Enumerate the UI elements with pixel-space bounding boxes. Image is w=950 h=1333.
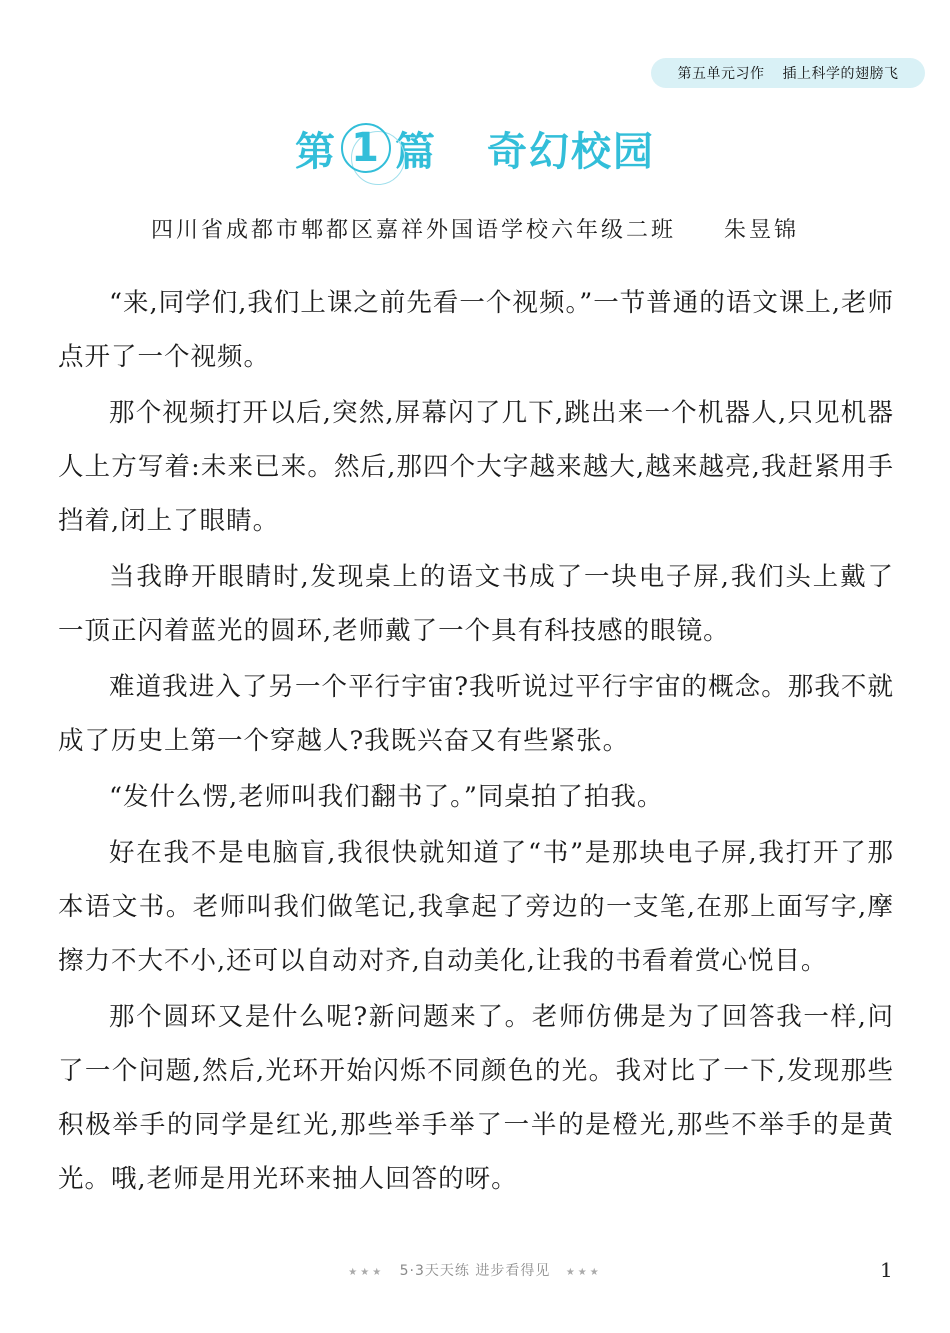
unit-label: 第五单元习作 <box>677 66 765 82</box>
footer-slogan: 5·3天天练 进步看得见 <box>399 1263 551 1279</box>
title-name: 奇幻校园 <box>487 128 655 175</box>
byline <box>0 213 950 244</box>
paragraph: 难道我进入了另一个平行宇宙?我听说过平行宇宙的概念。那我不就成了历史上第一个穿越人?我既兴奋又有些紧张。 <box>58 672 894 756</box>
footer-stars-left: ★★★ <box>348 1267 385 1278</box>
paragraph: 当我睁开眼睛时,发现桌上的语文书成了一块电子屏,我们头上戴了一顶正闪着蓝光的圆环,老师戴了一个具有科技感的眼镜。 <box>58 562 894 646</box>
title-number: 1 <box>351 125 381 171</box>
page-number: 1 <box>880 1258 893 1282</box>
paragraph: 好在我不是电脑盲,我很快就知道了“书”是那块电子屏,我打开了那本语文书。老师叫我们做笔记,我拿起了旁边的一支笔,在那上面写字,摩擦力不大不小,还可以自动对齐,自动美化,让我的书看着赏心悦目。 <box>58 838 894 976</box>
paragraph: “发什么愣,老师叫我们翻书了。”同桌拍了拍我。 <box>109 782 664 812</box>
title-prefix: 第 <box>295 128 337 175</box>
article-title <box>0 118 950 178</box>
paragraph: 那个视频打开以后,突然,屏幕闪了几下,跳出来一个机器人,只见机器人上方写着:未来已来。然后,那四个大字越来越大,越来越亮,我赶紧用手挡着,闭上了眼睛。 <box>58 398 894 536</box>
byline-school: 四川省成都市郫都区嘉祥外国语学校六年级二班 <box>150 218 676 243</box>
topic-label: 插上科学的翅膀飞 <box>782 66 899 82</box>
byline-author: 朱昱锦 <box>724 218 800 243</box>
title-suffix: 篇 <box>395 128 437 175</box>
page-footer <box>0 1260 950 1280</box>
article-body <box>58 276 894 1208</box>
paragraph: 那个圆环又是什么呢?新问题来了。老师仿佛是为了回答我一样,问了一个问题,然后,光环开始闪烁不同颜色的光。我对比了一下,发现那些积极举手的同学是红光,那些举手举了一半的是橙光,那些不举手的是黄光。哦,老师是用光环来抽人回答的呀。 <box>58 1002 894 1194</box>
footer-stars-right: ★★★ <box>565 1267 602 1278</box>
paragraph: “来,同学们,我们上课之前先看一个视频。”一节普通的语文课上,老师点开了一个视频。 <box>58 288 894 372</box>
title-number-badge <box>341 123 391 173</box>
unit-tag <box>651 58 925 88</box>
